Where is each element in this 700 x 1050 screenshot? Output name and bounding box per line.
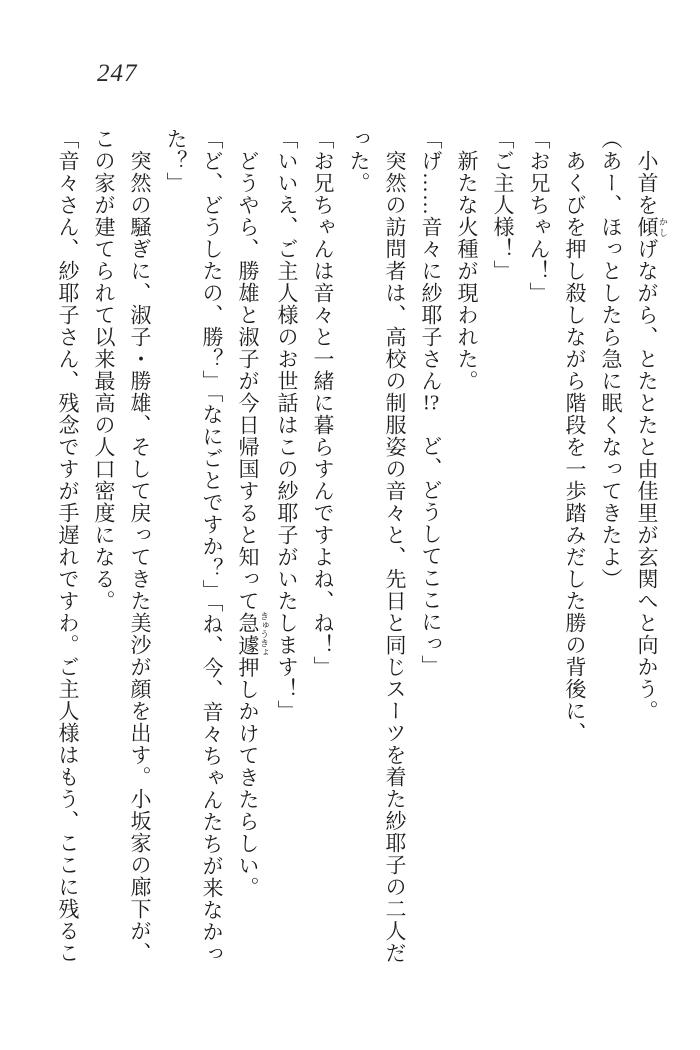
text-line: どうやら、勝雄と淑子が今日帰国すると知って急遽 きゅうきょ押しかけてきたらしい。 bbox=[236, 150, 269, 899]
text-line: 新たな火種が現われた。 bbox=[455, 150, 479, 392]
text-line: 突然の騒ぎに、淑子・勝雄、そして戻ってきた美沙が顔を出す。小坂家の廊下が、 bbox=[128, 150, 152, 964]
text-line: った。 bbox=[347, 128, 371, 194]
furigana: きゅうきょ bbox=[259, 611, 269, 657]
text-line: 突然の訪問者は、高校の制服姿の音々と、先日と同じスーツを着た紗耶子の二人だ bbox=[383, 150, 407, 964]
exclamation-question-mark: !? bbox=[422, 392, 440, 413]
text-line: 「いいえ、ご主人様のお世話はこの紗耶子がいたします！」 bbox=[275, 128, 299, 722]
ruby-annotated-text: 急遽 きゅうきょ bbox=[236, 611, 269, 657]
text-line: あくびを押し殺しながら階段を一歩踏みだした勝の背後に、 bbox=[563, 150, 587, 744]
text-line: た？」 bbox=[164, 128, 188, 194]
text-line: 「お兄ちゃんは音々と一緒に暮らすんですよね、ね！」 bbox=[311, 128, 335, 678]
text-line: 「お兄ちゃん！」 bbox=[527, 128, 551, 304]
body-text bbox=[50, 128, 668, 1028]
ruby-annotated-text: 傾 かし bbox=[635, 216, 668, 238]
text-line: （あー、ほっとしたら急に眠くなってきたよ） bbox=[599, 128, 623, 590]
text-line: 「ど、どうしたの、勝？」「なにごとですか？」「ね、今、音々ちゃんたちが来なかっ bbox=[200, 128, 224, 965]
text-line: 「音々さん、紗耶子さん、残念ですが手遅れですわ。ご主人様はもう、ここに残るこ bbox=[56, 128, 80, 964]
text-line: 「ご主人様！」 bbox=[491, 128, 515, 282]
page-number: 247 bbox=[97, 60, 138, 87]
text-line: 「げ……音々に紗耶子さん!? ど、どうしてここにっ」 bbox=[419, 128, 443, 677]
furigana: かし bbox=[658, 216, 668, 238]
text-line: 小首を傾 かしげながら、とたとたと由佳里が玄関へと向かう。 bbox=[635, 150, 668, 722]
text-line: この家が建てられて以来最高の人口密度になる。 bbox=[92, 128, 116, 612]
